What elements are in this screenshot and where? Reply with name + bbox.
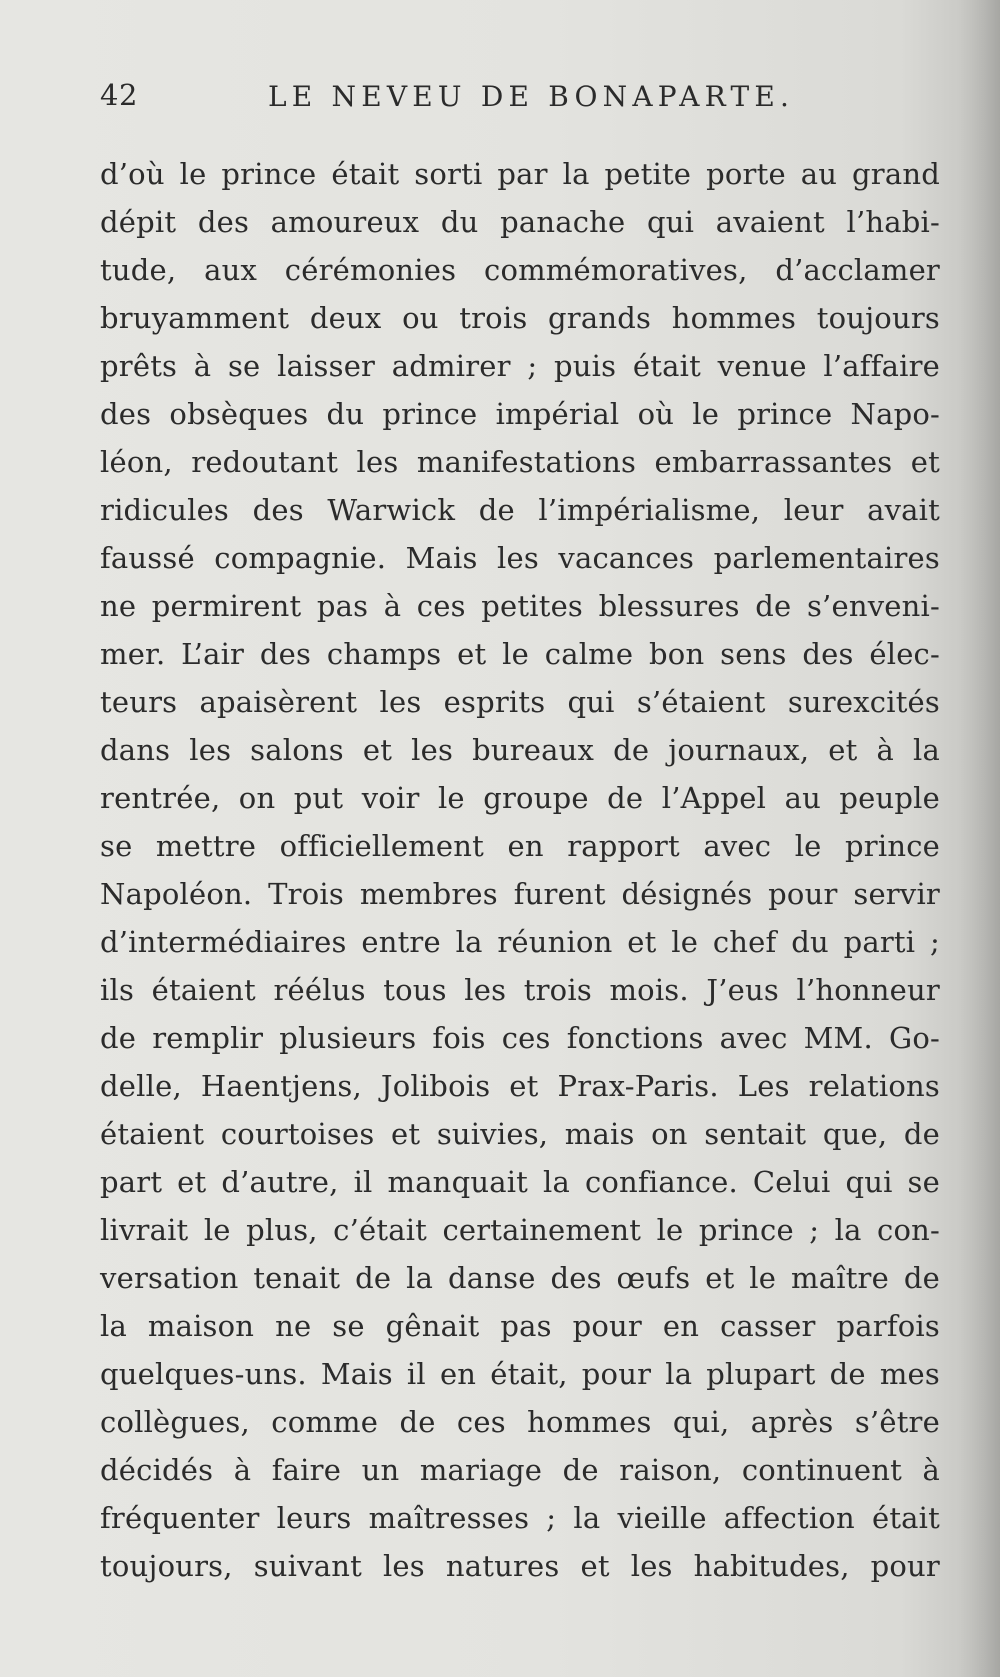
page-header: [100, 78, 940, 128]
text-line: collègues, comme de ces hommes qui, après s’être: [100, 1405, 940, 1439]
text-line: fréquenter leurs maîtresses ; la vieille affection était: [100, 1501, 940, 1535]
text-line: décidés à faire un mariage de raison, continuent à: [100, 1453, 940, 1487]
body-text: [100, 150, 940, 1590]
page-number: 42: [100, 78, 138, 112]
text-line: part et d’autre, il manquait la confiance. Celui qui se: [100, 1165, 940, 1199]
page-gutter-shadow: [958, 0, 1000, 1677]
text-line: de remplir plusieurs fois ces fonctions avec MM. Go-: [100, 1021, 940, 1055]
text-line: toujours, suivant les natures et les habitudes, pour: [100, 1549, 940, 1583]
text-line: étaient courtoises et suivies, mais on sentait que, de: [100, 1117, 940, 1151]
text-line: faussé compagnie. Mais les vacances parlementaires: [100, 541, 940, 575]
text-line: quelques-uns. Mais il en était, pour la plupart de mes: [100, 1357, 940, 1391]
text-line: dans les salons et les bureaux de journaux, et à la: [100, 733, 940, 767]
text-line: versation tenait de la danse des œufs et le maître de: [100, 1261, 940, 1295]
text-line: la maison ne se gênait pas pour en casser parfois: [100, 1309, 940, 1343]
text-line: bruyamment deux ou trois grands hommes toujours: [100, 301, 940, 335]
text-line: livrait le plus, c’était certainement le prince ; la con-: [100, 1213, 940, 1247]
text-line: se mettre officiellement en rapport avec le prince: [100, 829, 940, 863]
text-line: ils étaient réélus tous les trois mois. J’eus l’honneur: [100, 973, 940, 1007]
text-line: rentrée, on put voir le groupe de l’Appel au peuple: [100, 781, 940, 815]
running-title: LE NEVEU DE BONAPARTE.: [268, 80, 795, 113]
text-line: teurs apaisèrent les esprits qui s’étaient surexcités: [100, 685, 940, 719]
text-line: Napoléon. Trois membres furent désignés pour servir: [100, 877, 940, 911]
text-line: d’où le prince était sorti par la petite porte au grand: [100, 157, 940, 191]
text-line: dépit des amoureux du panache qui avaient l’habi-: [100, 205, 940, 239]
text-line: ridicules des Warwick de l’impérialisme, leur avait: [100, 493, 940, 527]
text-line: prêts à se laisser admirer ; puis était venue l’affaire: [100, 349, 940, 383]
text-line: léon, redoutant les manifestations embarrassantes et: [100, 445, 940, 479]
text-line: des obsèques du prince impérial où le prince Napo-: [100, 397, 940, 431]
text-line: delle, Haentjens, Jolibois et Prax-Paris. Les relations: [100, 1069, 940, 1103]
text-line: mer. L’air des champs et le calme bon sens des élec-: [100, 637, 940, 671]
text-line: tude, aux cérémonies commémoratives, d’acclamer: [100, 253, 940, 287]
text-line: d’intermédiaires entre la réunion et le chef du parti ;: [100, 925, 940, 959]
text-line: ne permirent pas à ces petites blessures de s’enveni-: [100, 589, 940, 623]
